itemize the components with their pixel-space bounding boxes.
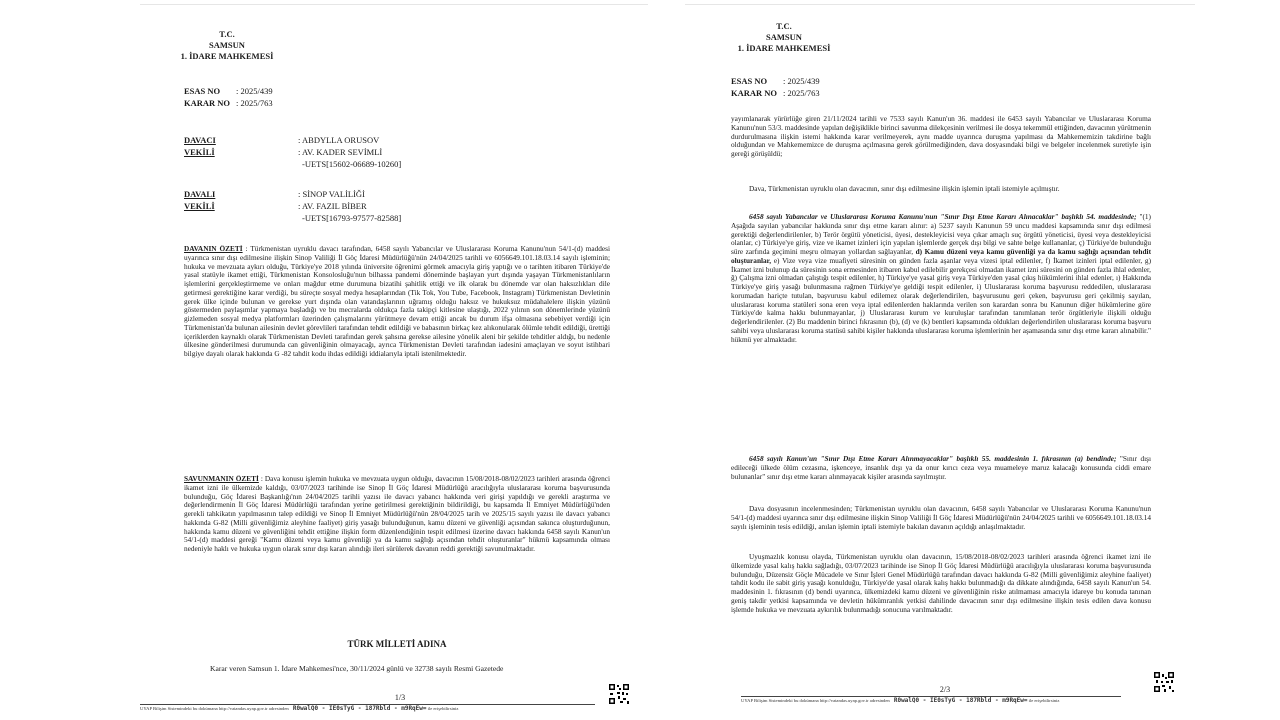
court-header — [729, 21, 839, 54]
review-text: Dava dosyasının incelenmesinden; Türkmenistan uyruklu olan davacının, 6458 sayılı Yabancılar ve Uluslararası Koruma Kanunu'nun 54/1-(d) maddesi uyarınca sınır dışı edilmesine ilişkin Sinop Valiliği İl Göç İdaresi Müdürlüğü'nün 24/04/2025 tarihli ve 6056649.101.18.03.14 sayılı işleminin tesis edildiği, anılan işlemin iptali istemiyle bakılan davanın açıldığı anlaşılmaktadır. — [731, 505, 1151, 531]
esas-value: : 2025/439 — [783, 76, 820, 86]
document-page-1 — [140, 4, 648, 718]
header-tc: T.C. — [776, 21, 792, 31]
karar-label: KARAR NO — [184, 98, 231, 108]
vekili1-value: : AV. KADER SEVİMLİ — [298, 147, 383, 157]
footer-note: UYAP Bilişim Sistemindeki bu dokümana http://vatandas.uyap.gov.tr adresinden — [741, 698, 890, 703]
paragraph-review — [731, 505, 1151, 549]
karar-label: KARAR NO — [731, 88, 778, 98]
savunma-heading: SAVUNMANIN ÖZETİ — [184, 475, 259, 483]
header-city: SAMSUN — [209, 40, 245, 50]
article-54-bold-clause: d) Kamu düzeni veya kamu güvenliği ya da kamu sağlığı açısından tehdit oluşturanlar, — [731, 247, 1151, 265]
karar-value: : 2025/763 — [783, 88, 820, 98]
page-number: 1/3 — [394, 693, 406, 702]
karar-value: : 2025/763 — [236, 98, 273, 108]
paragraph-dispute — [731, 553, 1151, 667]
closing-line: Karar veren Samsun 1. İdare Mahkemesi'nce, 30/11/2024 günlü ve 32738 sayılı Resmi Gazetede — [210, 665, 504, 673]
davaci-label: DAVACI — [184, 135, 216, 145]
esas-label: ESAS NO — [184, 86, 221, 96]
page-number: 2/3 — [939, 685, 951, 694]
davaci-value: : ABDYLLA ORUSOV — [298, 135, 380, 145]
paragraph-subject — [731, 185, 1151, 205]
court-header — [172, 29, 282, 62]
article-54-text-a: "(1) Aşağıda sayılan yabancılar hakkında sınır dışı etme kararı alınır: a) 5237 sayılı Kanunun 59 uncu maddesi kapsamında sınır dışı edilmesi gerektiği değerlendirilenler, b) Terör örgütü yöneticisi, üyesi, destekleyicisi veya çıkar amaçlı suç örgütü yöneticisi, üyesi veya destekleyicisi olanlar, c) Türkiye'ye giriş, vize ve ikamet izinleri için yapılan işlemlerde gerçek dışı bilgi ve sahte belge kullananlar, ç) Türkiye'de bulunduğu süre zarfında geçimini meşru olmayan yollardan sağlayanlar, — [731, 213, 1151, 256]
procedure-text: yayımlanarak yürürlüğe giren 21/11/2024 tarihli ve 7533 sayılı Kanun'un 36. maddesi ile 6453 sayılı Yabancılar ve Uluslararası Koruma Kanunu'nun 53/3. maddesinde yapılan değişiklikle birinci savunma dilekçesinin verilmesi ile dosya tekemmül ettiğinden, davacının yürütmenin durdurulmasına ilişkin istemi hakkında karar verilmeyerek, aynı madde uyarınca duruşma yapılması da Mahkememizin takdirine bağlı olduğundan ve Mahkememizce de duruşma açılmasına gerek görülmediğinden, dava dosyasındaki bilgi ve belgeler incelenmek suretiyle işin gereği görüşüldü; — [731, 115, 1151, 158]
vekili2-uets: -UETS[16793-97577-82588] — [302, 213, 402, 223]
davali-label: DAVALI — [184, 189, 216, 199]
vekili2-value: : AV. FAZIL BİBER — [298, 201, 367, 211]
article-55-title: 6458 sayılı Kanun'un "Sınır Dışı Etme Kararı Alınmayacaklar" başlıklı 55. maddesinin 1. fıkrasının (a) bendinde; — [749, 455, 1117, 463]
esas-label: ESAS NO — [731, 76, 768, 86]
plaintiff-block — [184, 135, 604, 175]
qr-code-icon — [1153, 671, 1175, 693]
esas-value: : 2025/439 — [236, 86, 273, 96]
footer-suffix: ile erişebilirsiniz — [1028, 698, 1060, 703]
article-54-title: 6458 sayılı Yabancılar ve Uluslararası Koruma Kanunu'nun "Sınır Dışı Etme Kararı Alınacaklar" başlıklı 54. maddesinde; — [749, 213, 1137, 221]
case-info — [731, 75, 820, 99]
dispute-text: Uyuşmazlık konusu olayda, Türkmenistan uyruklu olan davacının, 15/08/2018-08/02/2023 tarihleri arasında öğrenci ikamet izni ile ülkemizde yasal kalış hakkı sağladığı, 03/07/2023 tarihinde ise Sinop İl Göç İdaresi Müdürlüğü aracılığıyla uluslararası koruma başvurusunda bulunduğu, Düzensiz Göçle Mücadele ve Sınır İşleri Genel Müdürlüğü tarafından davacı hakkında G-82 (Milli güvenliğimiz aleyhine faaliyet) tahdit kodu ile sabit giriş yasağı konulduğu, Türkiye'de yasal olarak kalış hakkı bulunmadığı da dikkate alındığında, 6458 sayılı Kanun'un 54. maddesinin 1. fıkrasının (d) bendi uyarınca, ülkemizdeki kamu düzeni ve güvenliğinin riske atılmaması amacıyla idareye bu konuda tanınan geniş takdir yetkisi kapsamında ve devletin hükümranlık yetkisi dahilinde davacının sınır dışı edilmesine ilişkin tesis edilen dava konusu işlemde hukuka ve mevzuata aykırılık bulunmadığı sonucuna varılmaktadır. — [731, 553, 1151, 614]
davanin-ozeti-paragraph — [184, 245, 610, 463]
footer-suffix: ile erişebilirsiniz — [427, 706, 459, 711]
footer-note: UYAP Bilişim Sistemindeki bu dokümana http://vatandas.uyap.gov.tr adresinden — [140, 706, 289, 711]
paragraph-article-54 — [731, 213, 1151, 451]
uyap-footer — [140, 705, 458, 712]
uyap-footer — [741, 697, 1059, 704]
footer-code: R0walQ0 - IE0sTyG - 187Rbld - m9RqEw= — [893, 697, 1028, 704]
paragraph-procedure — [731, 115, 1151, 179]
savunma-text: : Dava konusu işlemin hukuka ve mevzuata uygun olduğu, davacının 15/08/2018-08/02/2023 tarihleri arasında öğrenci ikamet izni ile ülkemizde kaldığı, 03/07/2023 tarihinde ise Sinop İl Göç İdaresi Müdürlüğü aracılığıyla uluslararası koruma başvurusunda bulunduğu, Göç İdaresi Başkanlığı'nın 24/04/2025 tarihli yazısı ile davacı yabancı hakkında veri girişi yapıldığı ve gerekli araştırma ve değerlendirmenin İl Göç İdaresi Müdürlüğü tarafından yerine getirilmesi gerektiğinin bildirildiği, bu kapsamda İl Emniyet Müdürlüğü'nden gerekli tahkikatın yapılmasının talep edildiği ve Sinop İl Emniyet Müdürlüğü'nün 28/04/2025 tarih ve 2025/15 sayılı yazısı ile davacı yabancı hakkında G-82 (Milli güvenliğimiz aleyhine faaliyet) giriş yasağı bulunduğunun, kamu düzeni ve güvenliği açısından sakınca oluşturduğunun, hakkında kamu düzeni ve güvenliğini tehdit ettiğine ilişkin form düzenlendiğinin tespit edilmesi üzerine davacı hakkında 6458 sayılı Kanun'un 54/1-(d) maddesi gereği "Kamu düzeni veya kamu güvenliği ya da kamu sağlığı açısından tehdit oluşturanlar" hükmü kapsamında olması nedeniyle haklı ve hukuka uygun olarak sınır dışı kararı alındığı ileri sürülerek davanın reddi gerektiği savunulmaktadır. — [184, 475, 610, 553]
header-court: 1. İDARE MAHKEMESİ — [737, 43, 831, 53]
defendant-block — [184, 189, 604, 229]
header-tc: T.C. — [219, 29, 235, 39]
footer-code: R0walQ0 - IE0sTyG - 187Rbld - m9RqEw= — [292, 705, 427, 712]
davanin-ozeti-heading: DAVANIN ÖZETİ — [184, 245, 243, 253]
case-info — [184, 85, 273, 109]
document-page-2 — [685, 4, 1195, 718]
nation-title: TÜRK MİLLETİ ADINA — [347, 639, 447, 649]
qr-code-icon — [608, 683, 630, 705]
article-55-text: "Sınır dışı edileceği ülkede ölüm cezasına, işkenceye, insanlık dışı ya da onur kırıcı ceza veya muameleye maruz kalacağı konusunda ciddi emare bulunanlar" sınır dışı etme kararı alınmayacak kişiler arasında sayılmıştır. — [731, 455, 1151, 481]
header-court: 1. İDARE MAHKEMESİ — [180, 51, 274, 61]
article-54-text-b: e) Vize veya vize muafiyeti süresinin on günden fazla aşanlar veya vizesi iptal edilenler, f) İkamet izinleri iptal edilenler, g) İkamet izni bulunup da süresinin sona ermesinden itibaren kabul edilebilir gerekçesi olmadan ikamet izni süresini on günden fazla ihlal edenler, ğ) Çalışma izni olmadan çalıştığı tespit edilenler, h) Türkiye'ye yasal giriş veya Türkiye'den yasal çıkış hükümlerini ihlal edenler, ı) Hakkında Türkiye'ye giriş yasağı bulunmasına rağmen Türkiye'ye geldiği tespit edilenler, i) Uluslararası koruma başvurusu reddedilen, uluslararası korumadan hariçte tutulan, başvurusu kabul edilemez olarak değerlendirilen, başvurusunu geri çeken, başvurusu geri çekilmiş sayılan, uluslararası koruma statüleri sona eren veya iptal edilenlerden haklarında verilen son karardan sonra bu Kanunun diğer hükümlerine göre Türkiye'de kalma hakkı bulunmayanlar, j) Uluslararası kurum ve kuruluşlar tarafından tanımlanan terör örgütleriyle ilişkili olduğu değerlendirilenler. (2) Bu maddenin birinci fıkrasının (b), (d) ve (k) bentleri kapsamında oldukları değerlendirilen uluslararası koruma başvuru sahibi veya uluslararası koruma statüsü sahibi kişiler hakkında uluslararası koruma işlemlerinin her aşamasında sınır dışı etme kararı alınabilir." hükmü yer almaktadır. — [731, 255, 1151, 344]
vekili1-uets: -UETS[15602-06689-10260] — [302, 159, 402, 169]
vekili1-label: VEKİLİ — [184, 147, 215, 157]
davali-value: : SİNOP VALİLİĞİ — [298, 189, 365, 199]
subject-text: Dava, Türkmenistan uyruklu olan davacının, sınır dışı edilmesine ilişkin işlemin iptali istemiyle açılmıştır. — [749, 185, 1060, 193]
vekili2-label: VEKİLİ — [184, 201, 215, 211]
savunma-paragraph — [184, 475, 610, 633]
davanin-ozeti-text: : Türkmenistan uyruklu davacı tarafından, 6458 sayılı Yabancılar ve Uluslararası Koruma Kanunu'nun 54/1-(d) maddesi uyarınca sınır dışı edilmesine ilişkin Sinop Valiliği İl Göç İdaresi Müdürlüğü'nün 24/04/2025 tarihli ve 6056649.101.18.03.14 sayılı işleminin; hukuka ve mevzuata aykırı olduğu, Türkiye'ye 2018 yılında üniversite öğrenimi görmek amacıyla giriş yaptığı ve o tarihten itibaren Türkiye'de yasal statüyle ikamet ettiği, Türkmenistan Konsolosluğu'nun bilhassa pandemi döneminde başlayan yurt dışında yaşayan Türkmenistanlıların işlemlerini gerçekleştirmeme ve onları mağdur etme durumuna bizatihi şahitlik ettiği ve ilk olarak bu dönemde var olan haksızlıkları dile getirmesi gerektiğine karar verdiği, bu süreçte sosyal medya hesaplarından (Tik Tok, You Tube, Facebook, Instagram) Türkmenistan Devletinin gerek ülke içinde bulunan ve gerekse yurt dışında olan vatandaşlarının uğramış olduğu haksız ve hukuksuz müdahalelere ilişkin yüzünü göstermeden paylaşımlar yapmaya başladığı ve bu mecralarda oldukça fazla takipçi kitlesine ulaştığı, 2022 yılının son dönemlerinde yüzünü gizlemeden sosyal medya platformları üzerinden çalışmalarını yürütmeye devam ettiği ancak bu durum ifşa olmasına sebebiyet verdiği için Türkmenistan'da bulunan ailesinin devlet görevlileri tarafından tehdit edildiği ve babasının birkaç kez alıkonularak ölümle tehdit edildiği, ürettiği içeriklerden kaynaklı olarak Türkmenistan Devleti tarafından gerek şahsına gerekse ailesine yönelik aleni bir şekilde tehditler aldığı, bu nedenle ülkesine gönderilmesi durumunda can güvenliğinin olmayacağı, ayrıca Türkmenistan Devleti tarafından iadesini amaçlayan ve soyut istihbari bilgiye dayalı olarak hakkında G -82 tahdit kodu ihdas edildiği iddialarıyla iptali istenilmektedir. — [184, 245, 610, 358]
paragraph-article-55 — [731, 455, 1151, 499]
header-city: SAMSUN — [766, 32, 802, 42]
